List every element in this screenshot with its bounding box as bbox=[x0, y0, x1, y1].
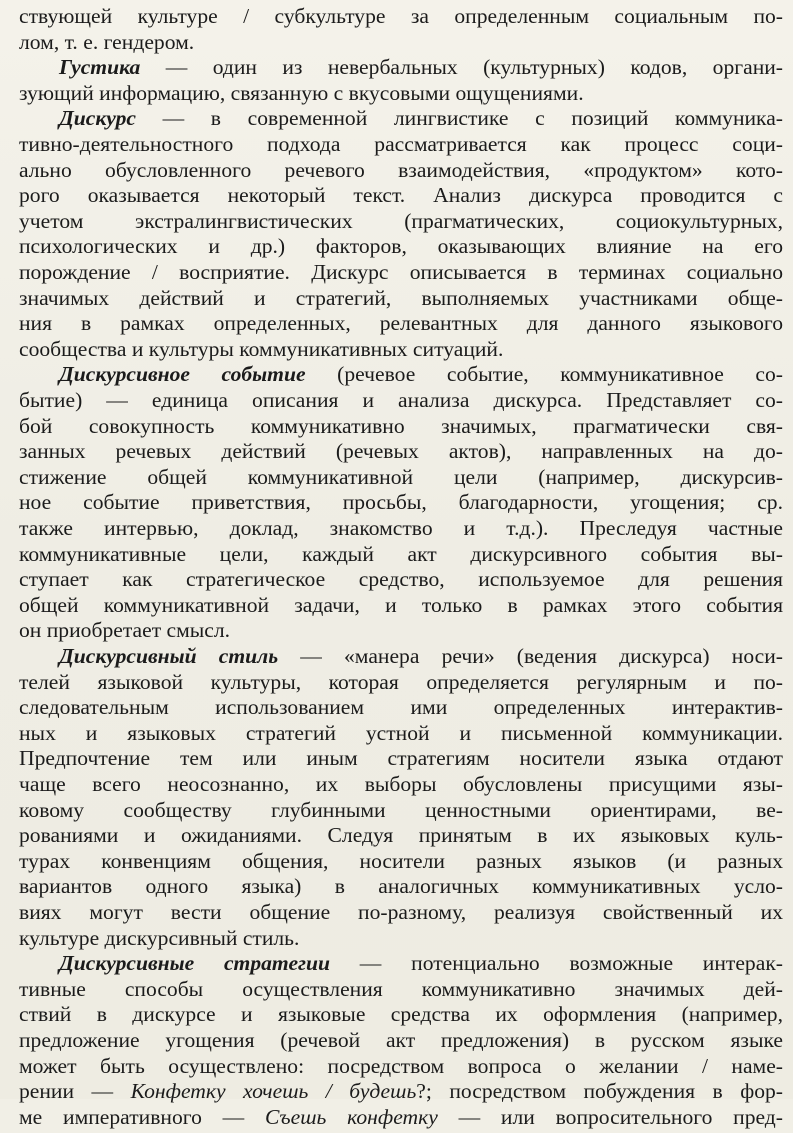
body-text: ковому сообществу глубинными ценностными ориентирами, ве- bbox=[19, 797, 783, 822]
body-text: ме императивного — bbox=[19, 1104, 265, 1129]
body-text: виях могут вести общение по-разному, реализуя свойственный их bbox=[19, 900, 783, 924]
body-text: — или вопросительного пред- bbox=[437, 1104, 783, 1129]
body-text: ?; посредством побуждения в фор- bbox=[416, 1079, 783, 1104]
body-text: занных речевых действий (речевых актов), направленных на до- bbox=[19, 439, 783, 464]
body-text: — потенциально возможные интерак- bbox=[330, 951, 783, 976]
term-heading: Дискурсивный стиль bbox=[59, 644, 279, 668]
body-text: телей языковой культуры, которая определяется регулярным и по- bbox=[19, 669, 783, 694]
body-text: лом, т. е. гендером. bbox=[19, 29, 195, 54]
body-text: значимых действий и стратегий, выполняемых участниками обще- bbox=[19, 285, 783, 310]
body-text: тивно-деятельностного подхода рассматривается как процесс соци- bbox=[19, 132, 783, 156]
body-text: коммуникативные цели, каждый акт дискурсивного события вы- bbox=[19, 541, 783, 566]
body-text: предложение угощения (речевой акт предложения) в русском языке bbox=[19, 1028, 783, 1052]
body-text: вариантов одного языка) в аналогичных коммуникативных усло- bbox=[19, 874, 783, 899]
body-text: — в современной лингвистике с позиций коммуника- bbox=[135, 106, 783, 131]
body-text: ния в рамках определенных, релевантных для данного языкового bbox=[19, 311, 783, 336]
body-text: культуре дискурсивный стиль. bbox=[19, 925, 300, 950]
body-text: рении — bbox=[19, 1079, 131, 1104]
body-text: чаще всего неосознанно, их выборы обусловлены присущими язы- bbox=[19, 772, 783, 796]
body-text: ных и языковых стратегий устной и письменной коммуникации. bbox=[19, 720, 783, 745]
body-text: турах конвенциям общения, носители разных языков (и разных bbox=[19, 848, 783, 873]
body-text: Предпочтение тем или иным стратегиям носители языка отдают bbox=[19, 746, 783, 771]
body-text: ступает как стратегическое средство, используемое для решения bbox=[19, 567, 783, 592]
text-line bbox=[19, 1102, 783, 1133]
term-heading: Густика bbox=[59, 55, 141, 80]
term-heading: Дискурсивные стратегии bbox=[59, 951, 331, 976]
body-text: зующий информацию, связанную с вкусовыми ощущениями. bbox=[19, 80, 584, 105]
term-heading: Дискурс bbox=[59, 106, 136, 131]
body-text: рого оказывается некоторый текст. Анализ дискурса проводится с bbox=[19, 183, 783, 208]
body-text: общей коммуникативной задачи, и только в рамках этого события bbox=[19, 592, 783, 617]
body-text: ально обусловленного речевого взаимодействия, «продуктом» кото- bbox=[19, 157, 783, 182]
body-text: стижение общей коммуникативной цели (например, дискурсив- bbox=[19, 464, 783, 489]
body-text: бытие) — единица описания и анализа дискурса. Представляет со- bbox=[19, 388, 783, 412]
example-phrase: Конфетку хочешь / будешь bbox=[130, 1079, 417, 1104]
body-text: ствующей культуре / субкультуре за определенным социальным по- bbox=[19, 4, 783, 28]
body-text: тивные способы осуществления коммуникативно значимых дей- bbox=[19, 976, 783, 1001]
body-text: бой совокупность коммуникативно значимых, прагматически свя- bbox=[19, 413, 783, 438]
body-text: ствий в дискурсе и языковые средства их оформления (например, bbox=[19, 1002, 783, 1027]
body-text: также интервью, доклад, знакомство и т.д.). Преследуя частные bbox=[19, 516, 783, 540]
body-text: порождение / восприятие. Дискурс описывается в терминах социально bbox=[19, 260, 783, 284]
body-text: сообщества и культуры коммуникативных ситуаций. bbox=[19, 336, 504, 361]
body-text: (речевое событие, коммуникативное со- bbox=[305, 362, 783, 387]
example-phrase: Съешь конфетку bbox=[265, 1104, 438, 1129]
body-text: следовательным использованием ими определенных интерактив- bbox=[19, 695, 783, 720]
body-text: он приобретает смысл. bbox=[19, 618, 231, 643]
body-text: может быть осуществлено: посредством вопроса о желании / наме- bbox=[19, 1053, 783, 1078]
body-text: — «манера речи» (ведения дискурса) носи- bbox=[278, 644, 783, 668]
body-text: учетом экстралингвистических (прагматических, социокультурных, bbox=[19, 208, 783, 233]
body-text: ное событие приветствия, просьбы, благодарности, угощения; ср. bbox=[19, 490, 783, 515]
body-text: — один из невербальных (культурных) кодов, органи- bbox=[140, 55, 783, 80]
body-text: психологических и др.) факторов, оказывающих влияние на его bbox=[19, 234, 783, 259]
body-text: рованиями и ожиданиями. Следуя принятым в их языковых куль- bbox=[19, 823, 783, 848]
term-heading: Дискурсивное событие bbox=[59, 362, 306, 387]
